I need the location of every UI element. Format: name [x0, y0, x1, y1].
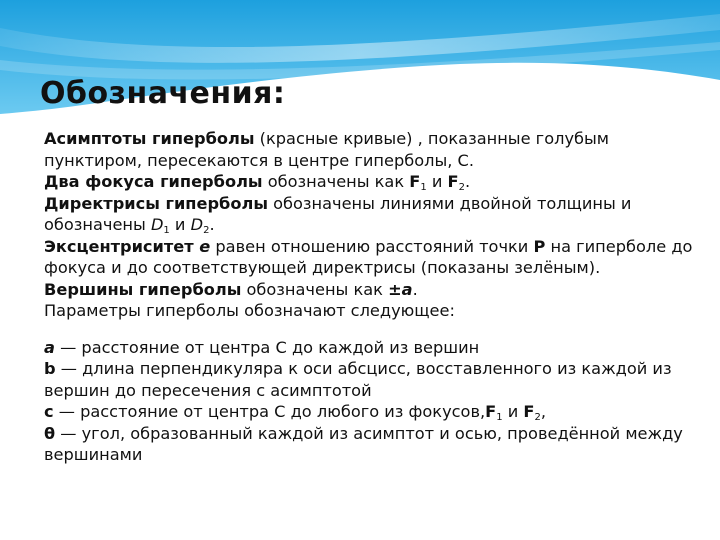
definition-theta: θ — угол, образованный каждой из асимптот и осью, проведённой между вершинами — [44, 423, 683, 464]
paragraph-vertices: Вершины гиперболы обозначены как ±a. — [44, 279, 418, 299]
definition-b: b — длина перпендикуляра к оси абсцисс, восставленного из каждой из вершин до пересечения с асимптотой — [44, 359, 672, 400]
paragraph-eccentricity: Эксцентриситет e равен отношению расстояний точки P на гиперболе до фокуса и до соответствующей директрисы (показаны зелёным). — [44, 236, 693, 277]
paragraph-directrices: Директрисы гиперболы обозначены линиями двойной толщины и обозначены $D_1$ и $D_2$. — [44, 193, 632, 236]
paragraph-asymptotes: Асимптоты гиперболы (красные кривые) , показанные голубым пунктиром, пересекаются в центре гиперболы, C. — [44, 129, 609, 170]
slide-body — [44, 128, 694, 466]
slide-title: Обозначения: — [40, 76, 286, 111]
definition-a: a — расстояние от центра C до каждой из вершин — [44, 337, 480, 357]
paragraph-parameters: Параметры гиперболы обозначают следующее: — [44, 301, 455, 320]
definition-c: c — расстояние от центра C до любого из $фокусов,F_1$ и $F_2$, — [44, 402, 546, 423]
paragraph-foci: Два фокуса гиперболы обозначены как $F_1$ и $F_2$. — [44, 172, 471, 193]
